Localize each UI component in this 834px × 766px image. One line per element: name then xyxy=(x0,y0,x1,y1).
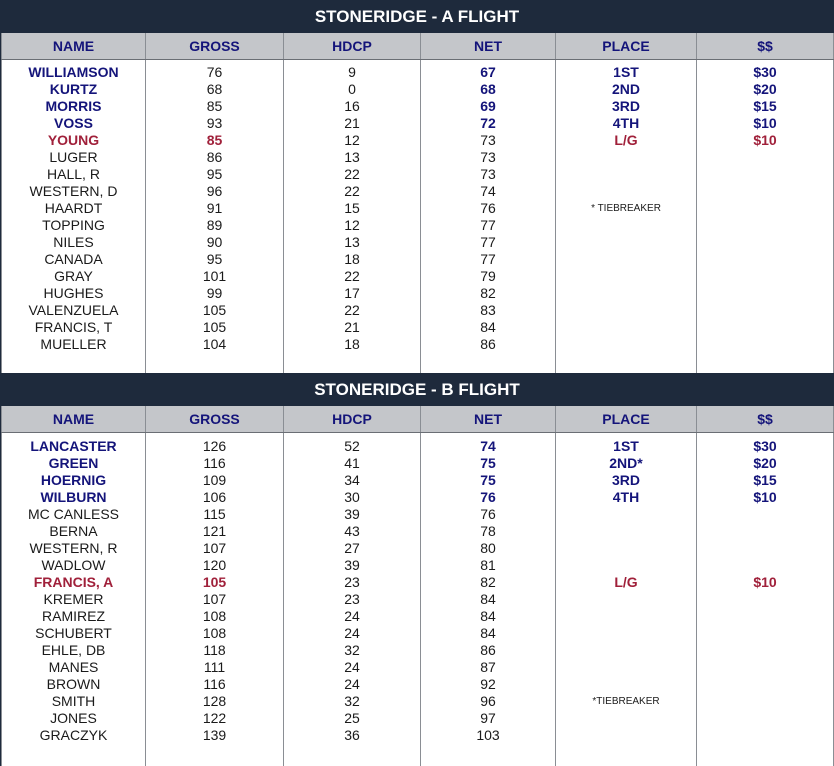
cell xyxy=(556,149,696,166)
cell: *TIEBREAKER xyxy=(592,696,660,707)
cell: 22 xyxy=(344,183,360,199)
cell: 1ST xyxy=(613,64,639,80)
cell: 68 xyxy=(480,81,496,97)
header-net: NET xyxy=(421,406,556,433)
cell: 73 xyxy=(480,166,496,182)
cell: 97 xyxy=(480,710,496,726)
cell: 32 xyxy=(344,693,360,709)
cell: VOSS xyxy=(54,115,93,131)
cell xyxy=(556,506,696,523)
header-name: NAME xyxy=(2,406,146,433)
cell: 22 xyxy=(344,166,360,182)
cell: 86 xyxy=(480,336,496,352)
cell: 116 xyxy=(203,455,226,471)
cell: EHLE, DB xyxy=(41,642,106,658)
cell: 84 xyxy=(480,608,496,624)
cell: 24 xyxy=(344,676,360,692)
cell: L/G xyxy=(614,132,638,148)
cell: 76 xyxy=(480,506,496,522)
cell: MC CANLESS xyxy=(27,506,120,522)
header-money: $$ xyxy=(697,406,834,433)
header-gross: GROSS xyxy=(146,33,284,60)
cell: 3RD xyxy=(611,98,640,114)
cell: 4TH xyxy=(612,489,640,505)
header-net: NET xyxy=(421,33,556,60)
flight-a-title: STONERIDGE - A FLIGHT xyxy=(0,0,834,33)
cell: 75 xyxy=(480,455,496,471)
cell: 107 xyxy=(202,540,227,556)
cell: 69 xyxy=(480,98,496,114)
cell: 84 xyxy=(480,319,496,335)
cell: 103 xyxy=(476,727,500,743)
flight-a-gross xyxy=(146,64,283,353)
cell: HOERNIG xyxy=(40,472,107,488)
cell: $10 xyxy=(753,489,777,505)
flight-b-hdcp xyxy=(284,438,420,744)
cell: 80 xyxy=(480,540,496,556)
cell: YOUNG xyxy=(47,132,100,148)
cell: 3RD xyxy=(611,472,640,488)
cell: 96 xyxy=(206,183,223,199)
cell xyxy=(697,506,833,523)
flight-b-place xyxy=(556,438,696,710)
cell: 82 xyxy=(480,285,496,301)
cell: SMITH xyxy=(51,693,96,709)
flight-b-gross xyxy=(146,438,283,744)
cell: 77 xyxy=(480,217,496,233)
cell: 76 xyxy=(480,489,496,505)
cell: 111 xyxy=(203,659,226,675)
cell: 4TH xyxy=(612,115,640,131)
cell: 85 xyxy=(206,132,223,148)
cell: 32 xyxy=(344,642,360,658)
cell: 22 xyxy=(344,268,360,284)
cell: 84 xyxy=(480,591,496,607)
cell: 2ND xyxy=(611,81,640,97)
cell xyxy=(556,166,696,183)
cell: $15 xyxy=(753,472,777,488)
cell: TOPPING xyxy=(42,217,105,233)
cell: 120 xyxy=(202,557,227,573)
cell: 116 xyxy=(203,676,226,692)
cell: 12 xyxy=(344,132,360,148)
cell xyxy=(556,676,696,693)
cell: HAARDT xyxy=(44,200,103,216)
cell: NILES xyxy=(53,234,94,250)
cell xyxy=(556,557,696,574)
cell: RAMIREZ xyxy=(42,608,105,624)
cell: 17 xyxy=(344,285,360,301)
cell: GRACZYK xyxy=(39,727,108,743)
cell: 90 xyxy=(206,234,223,250)
cell: HUGHES xyxy=(43,285,104,301)
cell: 85 xyxy=(206,98,223,114)
cell: 99 xyxy=(206,285,223,301)
cell: 83 xyxy=(480,302,496,318)
cell: 122 xyxy=(202,710,227,726)
header-gross: GROSS xyxy=(146,406,284,433)
cell: 13 xyxy=(344,234,360,250)
cell: BROWN xyxy=(46,676,101,692)
cell: 78 xyxy=(480,523,496,539)
cell: 18 xyxy=(344,336,360,352)
cell: 0 xyxy=(348,81,356,97)
cell: $10 xyxy=(753,115,777,131)
cell: 74 xyxy=(480,438,496,454)
cell: 82 xyxy=(480,574,496,590)
cell: 34 xyxy=(344,472,360,488)
cell xyxy=(556,540,696,557)
cell: BERNA xyxy=(49,523,98,539)
cell: 91 xyxy=(206,200,223,216)
cell: 68 xyxy=(206,81,223,97)
cell xyxy=(697,540,833,557)
cell: 92 xyxy=(480,676,496,692)
header-hdcp: HDCP xyxy=(284,33,421,60)
flight-a-hdcp xyxy=(284,64,420,353)
cell: * TIEBREAKER xyxy=(591,203,661,214)
cell: 84 xyxy=(480,625,496,641)
cell: WILLIAMSON xyxy=(28,64,119,80)
cell: 21 xyxy=(344,319,360,335)
cell: 24 xyxy=(344,625,360,641)
cell: 128 xyxy=(202,693,227,709)
cell: 1ST xyxy=(613,438,639,454)
cell: 36 xyxy=(344,727,360,743)
cell: GREEN xyxy=(48,455,99,471)
cell: 95 xyxy=(206,166,223,182)
cell: WESTERN, R xyxy=(29,540,118,556)
cell: 77 xyxy=(480,234,496,250)
cell xyxy=(556,183,696,200)
cell: KREMER xyxy=(43,591,104,607)
cell: 15 xyxy=(344,200,360,216)
cell: VALENZUELA xyxy=(28,302,119,318)
cell: 93 xyxy=(206,115,223,131)
cell: LUGER xyxy=(49,149,98,165)
cell: 86 xyxy=(480,642,496,658)
flight-b xyxy=(0,373,834,766)
cell: 76 xyxy=(480,200,496,216)
cell: 12 xyxy=(344,217,360,233)
cell: FRANCIS, A xyxy=(33,574,114,590)
flight-b-title: STONERIDGE - B FLIGHT xyxy=(0,373,834,406)
flight-a-header-row xyxy=(2,33,834,60)
cell: 74 xyxy=(480,183,496,199)
flight-a-place xyxy=(556,64,696,217)
cell: GRAY xyxy=(54,268,93,284)
flight-a-net xyxy=(421,64,555,353)
cell: 79 xyxy=(480,268,496,284)
flight-b-header-row xyxy=(2,406,834,433)
flight-a-names xyxy=(2,64,145,353)
cell: 13 xyxy=(344,149,360,165)
flight-b-money xyxy=(697,438,833,591)
cell: 87 xyxy=(480,659,496,675)
cell: 25 xyxy=(344,710,360,726)
cell: 139 xyxy=(202,727,227,743)
cell: 118 xyxy=(203,642,226,658)
cell: $30 xyxy=(753,64,777,80)
flight-a-body xyxy=(2,60,834,374)
flight-b-table xyxy=(1,406,834,766)
header-place: PLACE xyxy=(556,33,697,60)
cell: WESTERN, D xyxy=(29,183,118,199)
cell: 86 xyxy=(206,149,223,165)
cell: 95 xyxy=(206,251,223,267)
cell: $15 xyxy=(753,98,777,114)
cell: 72 xyxy=(480,115,496,131)
cell: 21 xyxy=(344,115,360,131)
cell: 121 xyxy=(202,523,227,539)
cell: 23 xyxy=(344,574,360,590)
flight-b-body xyxy=(2,433,834,766)
cell: 104 xyxy=(202,336,227,352)
cell: 105 xyxy=(202,302,227,318)
cell: 24 xyxy=(344,659,360,675)
cell: 108 xyxy=(202,625,227,641)
cell: 81 xyxy=(480,557,496,573)
cell: KURTZ xyxy=(49,81,98,97)
cell: L/G xyxy=(614,574,638,590)
flight-a-table xyxy=(1,33,834,374)
cell xyxy=(556,625,696,642)
cell: 52 xyxy=(344,438,360,454)
cell xyxy=(556,659,696,676)
header-money: $$ xyxy=(697,33,834,60)
cell: 9 xyxy=(348,64,356,80)
cell: 107 xyxy=(202,591,227,607)
cell: 108 xyxy=(202,608,227,624)
header-hdcp: HDCP xyxy=(284,406,421,433)
cell: $20 xyxy=(753,81,777,97)
cell xyxy=(556,523,696,540)
cell: MORRIS xyxy=(45,98,102,114)
cell: 76 xyxy=(206,64,223,80)
cell: 24 xyxy=(344,608,360,624)
cell: $30 xyxy=(753,438,777,454)
cell: 22 xyxy=(344,302,360,318)
cell: WADLOW xyxy=(41,557,106,573)
cell: MUELLER xyxy=(40,336,107,352)
cell: 67 xyxy=(480,64,496,80)
flight-b-net xyxy=(421,438,555,744)
flight-a-money xyxy=(697,64,833,149)
cell: 105 xyxy=(202,574,227,590)
cell: 23 xyxy=(344,591,360,607)
flight-a xyxy=(0,0,834,374)
cell: 126 xyxy=(202,438,227,454)
header-place: PLACE xyxy=(556,406,697,433)
cell xyxy=(697,557,833,574)
cell: 89 xyxy=(206,217,223,233)
cell: 43 xyxy=(344,523,360,539)
cell: LANCASTER xyxy=(30,438,117,454)
cell: 109 xyxy=(202,472,227,488)
cell: 30 xyxy=(344,489,360,505)
cell: 27 xyxy=(344,540,360,556)
cell: WILBURN xyxy=(40,489,107,505)
cell: 39 xyxy=(344,557,360,573)
cell: CANADA xyxy=(44,251,103,267)
header-name: NAME xyxy=(2,33,146,60)
cell: MANES xyxy=(48,659,99,675)
cell: 115 xyxy=(203,506,226,522)
cell: 101 xyxy=(202,268,227,284)
cell: $20 xyxy=(753,455,777,471)
cell xyxy=(697,523,833,540)
cell: SCHUBERT xyxy=(35,625,112,641)
cell: 39 xyxy=(344,506,360,522)
cell: FRANCIS, T xyxy=(34,319,113,335)
cell: 41 xyxy=(344,455,360,471)
cell: 16 xyxy=(344,98,360,114)
cell: 73 xyxy=(480,132,496,148)
cell: $10 xyxy=(753,132,777,148)
cell: 2ND* xyxy=(609,455,643,471)
cell xyxy=(556,591,696,608)
cell xyxy=(556,608,696,625)
cell xyxy=(556,642,696,659)
cell: 96 xyxy=(480,693,496,709)
cell: 18 xyxy=(344,251,360,267)
cell: 105 xyxy=(202,319,227,335)
cell: 77 xyxy=(480,251,496,267)
cell: HALL, R xyxy=(47,166,100,182)
flight-b-names xyxy=(2,438,145,744)
cell: $10 xyxy=(753,574,777,590)
cell: 106 xyxy=(202,489,227,505)
cell: 75 xyxy=(480,472,496,488)
cell: JONES xyxy=(50,710,97,726)
cell: 73 xyxy=(480,149,496,165)
